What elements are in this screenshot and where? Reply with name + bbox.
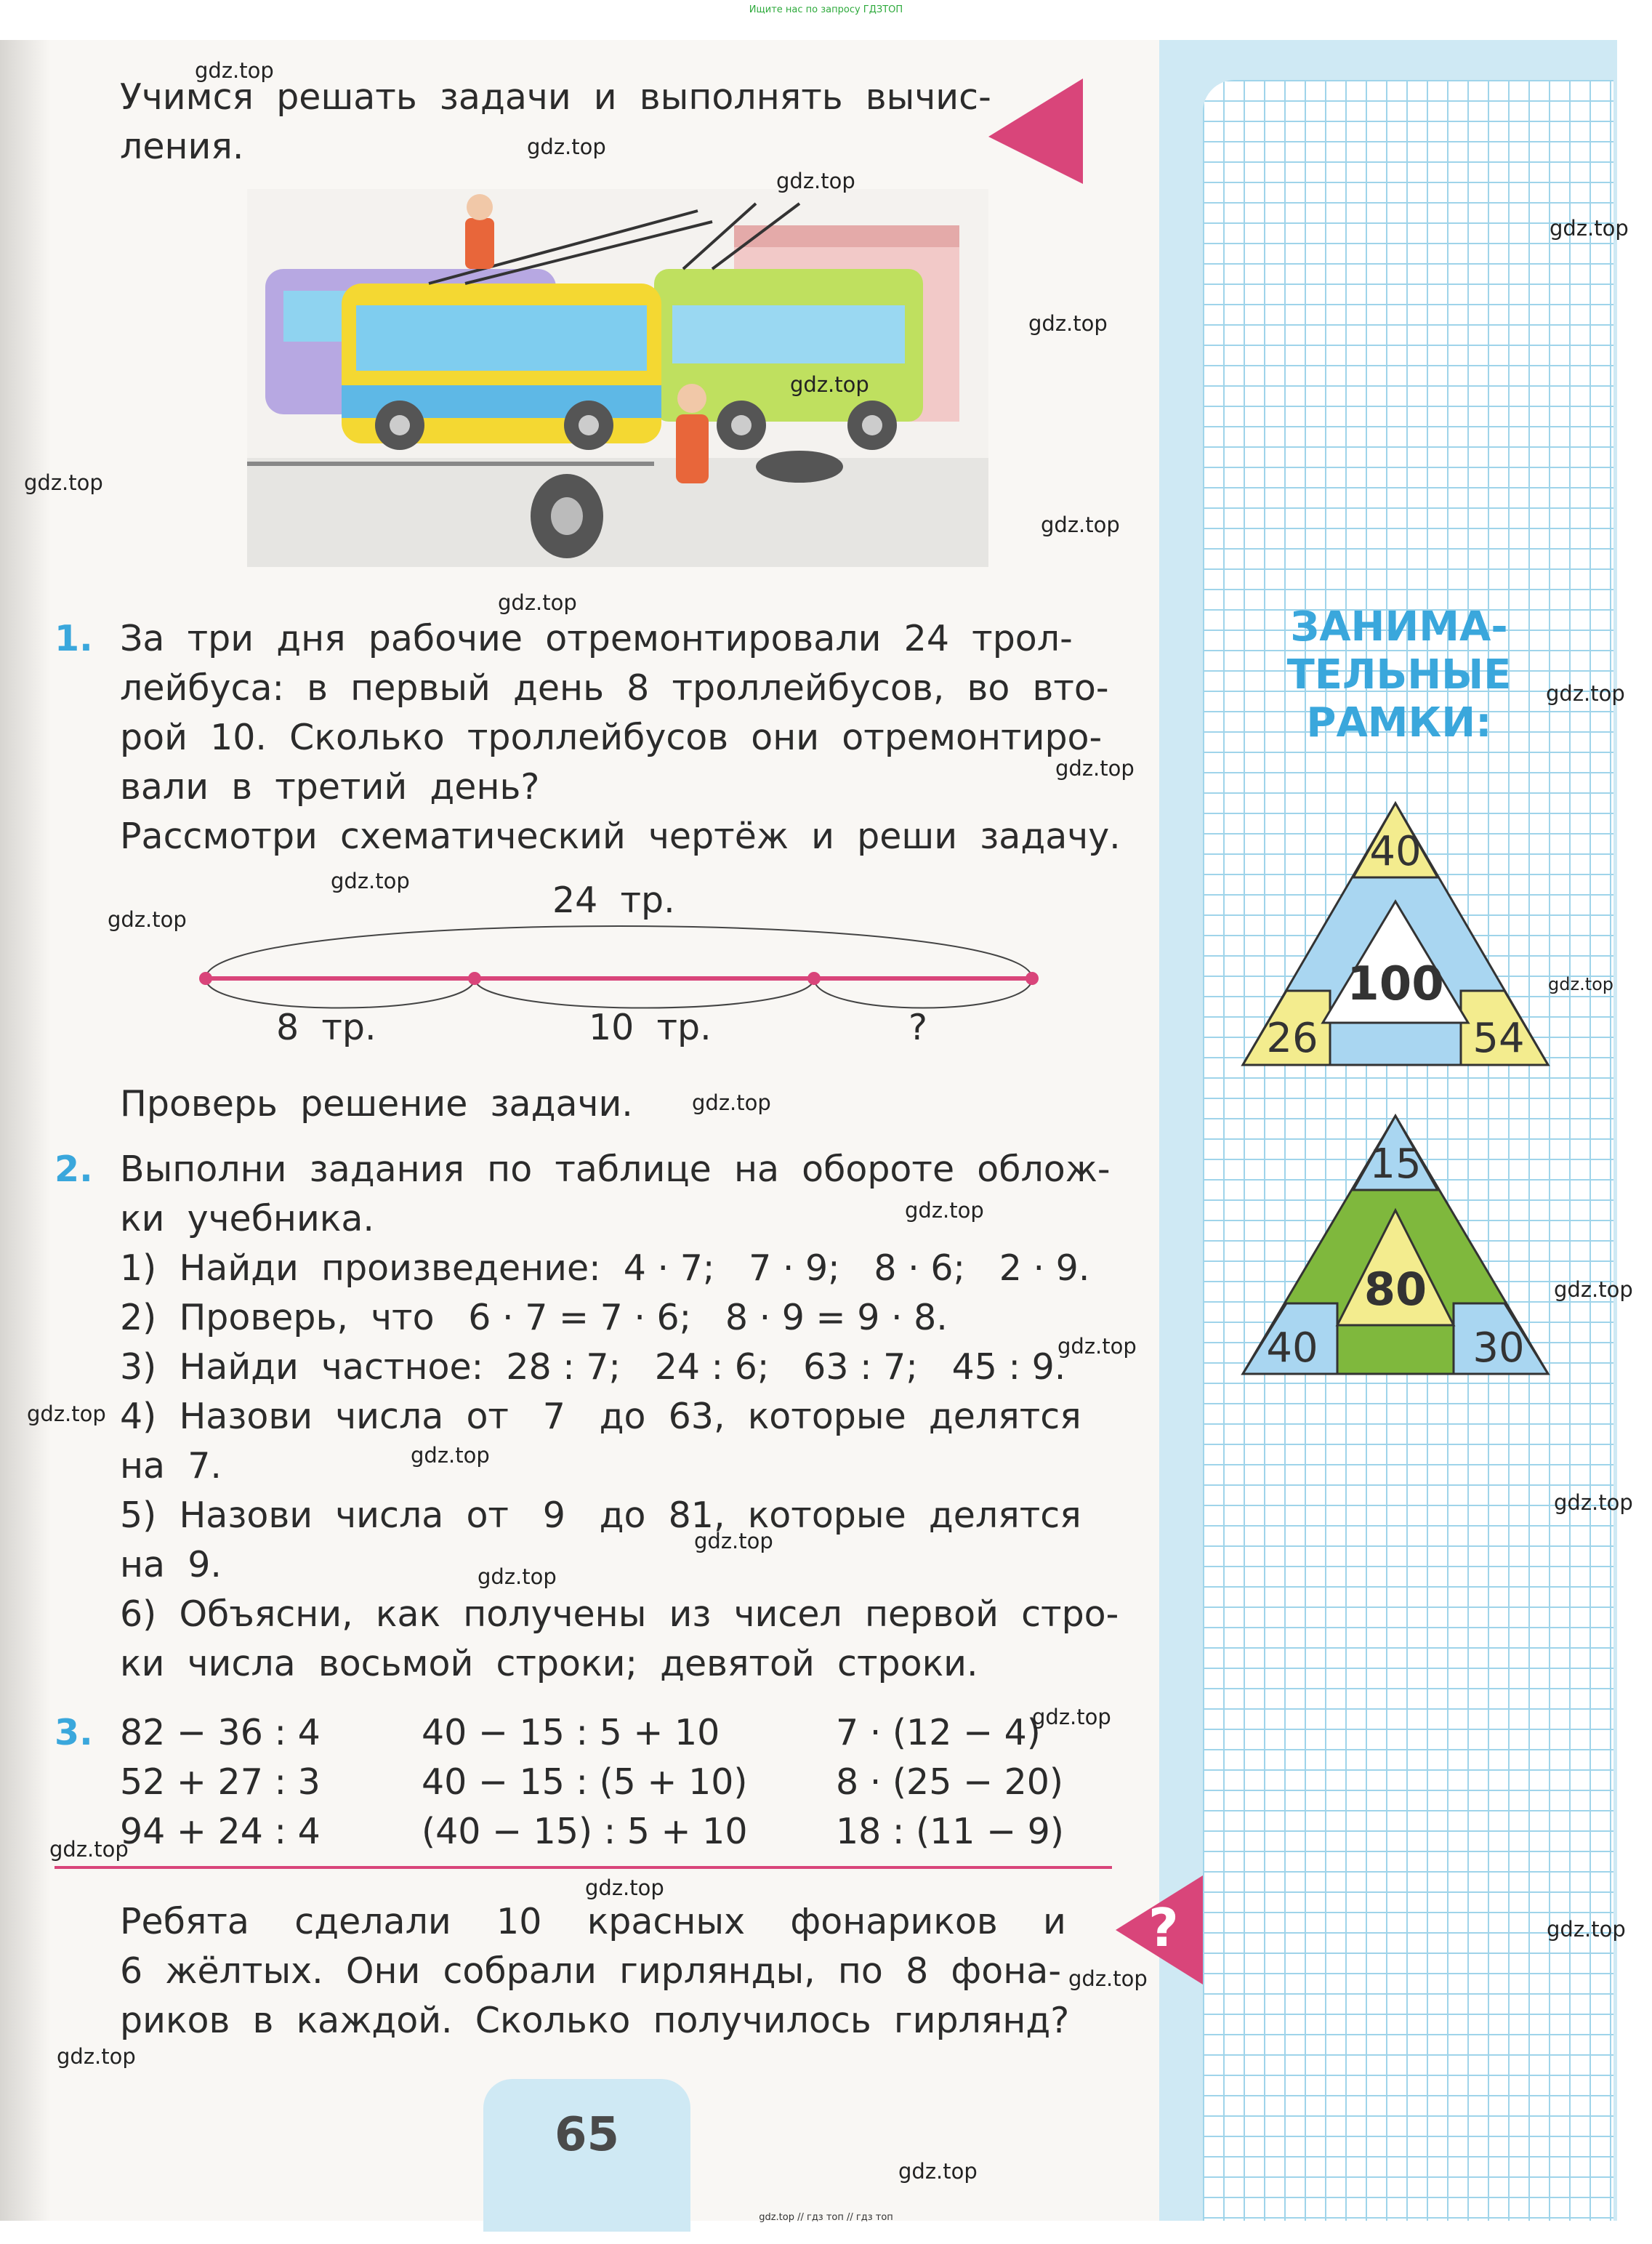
watermark: gdz.top bbox=[108, 907, 187, 932]
frame-1-top: 40 bbox=[1369, 828, 1422, 875]
task-1-line-1: За три дня рабочие отремонтировали 24 трол- bbox=[120, 618, 1073, 659]
watermark: gdz.top bbox=[24, 470, 103, 495]
task-1-line-4: вали в третий день? bbox=[120, 766, 540, 808]
watermark: gdz.top bbox=[1068, 1966, 1148, 1991]
intro-line-2: ления. bbox=[120, 126, 244, 167]
watermark: gdz.top bbox=[1550, 216, 1629, 241]
watermark: gdz.top bbox=[1546, 681, 1625, 706]
task-2-line-6: 4) Назови числа от 7 до 63, которые делятся bbox=[120, 1396, 1081, 1437]
riddle-line-1: Ребята сделали 10 красных фонариков и bbox=[120, 1901, 1066, 1942]
watermark: gdz.top bbox=[527, 134, 606, 159]
watermark: gdz.top bbox=[1057, 1334, 1137, 1359]
trolleybus-illustration bbox=[247, 189, 988, 567]
section-marker-triangle bbox=[988, 79, 1083, 184]
task-3-col3-2: 8 · (25 − 20) bbox=[836, 1761, 1064, 1803]
watermark: gdz.top bbox=[1028, 311, 1108, 336]
question-icon: ? bbox=[1148, 1897, 1179, 1958]
diagram-total-label: 24 тр. bbox=[552, 880, 675, 921]
frame-1-center: 100 bbox=[1347, 957, 1444, 1011]
number-frame-2 bbox=[1236, 1109, 1555, 1385]
task-3-col3-1: 7 · (12 − 4) bbox=[836, 1712, 1041, 1753]
watermark: gdz.top bbox=[1041, 512, 1120, 537]
page-number: 65 bbox=[554, 2108, 620, 2162]
task-1-number: 1. bbox=[55, 618, 93, 659]
watermark: gdz.top bbox=[1547, 1917, 1626, 1942]
frame-1-right: 54 bbox=[1472, 1015, 1525, 1062]
frame-1-left: 26 bbox=[1266, 1015, 1318, 1062]
watermark: gdz.top bbox=[195, 58, 274, 83]
task-2-line-9: на 9. bbox=[120, 1544, 222, 1585]
diagram-part-1-label: 8 тр. bbox=[276, 1007, 376, 1048]
watermark: gdz.top bbox=[1554, 1277, 1633, 1302]
riddle-line-2: 6 жёлтых. Они собрали гирлянды, по 8 фона- bbox=[120, 1950, 1062, 1992]
frame-2-top: 15 bbox=[1369, 1141, 1422, 1188]
task-2-line-1: Выполни задания по таблице на обороте облож- bbox=[120, 1149, 1111, 1190]
task-2-number: 2. bbox=[55, 1149, 93, 1190]
intro-line-1: Учимся решать задачи и выполнять вычис- bbox=[120, 76, 991, 118]
task-1-check: Проверь решение задачи. bbox=[120, 1083, 633, 1125]
task-3-number: 3. bbox=[55, 1712, 93, 1753]
task-2-line-10: 6) Объясни, как получены из чисел первой стро- bbox=[120, 1593, 1119, 1635]
task-1-line-3: рой 10. Сколько троллейбусов они отремонтиро- bbox=[120, 717, 1103, 758]
task-2-line-2: ки учебника. bbox=[120, 1198, 374, 1239]
task-1-line-5: Рассмотри схематический чертёж и реши задачу. bbox=[120, 816, 1121, 857]
watermark: gdz.top bbox=[411, 1443, 490, 1468]
sidebar-title-line-3: РАМКИ: bbox=[1306, 699, 1492, 747]
watermark: gdz.top bbox=[585, 1875, 664, 1900]
task-2-line-5: 3) Найди частное: 28 : 7; 24 : 6; 63 : 7; 45 : 9. bbox=[120, 1346, 1066, 1388]
watermark: gdz.top bbox=[49, 1837, 129, 1862]
frame-2-left: 40 bbox=[1266, 1324, 1318, 1372]
diagram-part-3-label: ? bbox=[908, 1007, 928, 1048]
watermark: gdz.top bbox=[898, 2159, 978, 2184]
section-divider bbox=[55, 1866, 1112, 1869]
number-frame-1 bbox=[1236, 796, 1555, 1072]
task-3-col2-1: 40 − 15 : 5 + 10 bbox=[422, 1712, 720, 1753]
task-2-line-8: 5) Назови числа от 9 до 81, которые делятся bbox=[120, 1495, 1081, 1536]
task-3-col1-1: 82 − 36 : 4 bbox=[120, 1712, 321, 1753]
sidebar-title bbox=[1268, 603, 1530, 747]
watermark: gdz.top bbox=[905, 1198, 984, 1223]
watermark: gdz.top bbox=[1554, 1490, 1633, 1515]
watermark: gdz.top bbox=[478, 1564, 557, 1589]
frame-2-center: 80 bbox=[1363, 1263, 1427, 1316]
watermark: gdz.top bbox=[694, 1529, 773, 1553]
sidebar-title-line-1: ЗАНИМА- bbox=[1290, 603, 1508, 651]
watermark: gdz.top bbox=[27, 1402, 106, 1426]
task-3-col3-3: 18 : (11 − 9) bbox=[836, 1811, 1064, 1852]
task-2-line-3: 1) Найди произведение: 4 · 7; 7 · 9; 8 · 6; 2 · 9. bbox=[120, 1247, 1090, 1289]
watermark: gdz.top bbox=[790, 372, 869, 397]
diagram-part-2-label: 10 тр. bbox=[589, 1007, 712, 1048]
watermark: gdz.top bbox=[692, 1090, 771, 1115]
task-3-col2-2: 40 − 15 : (5 + 10) bbox=[422, 1761, 748, 1803]
task-2-line-7: на 7. bbox=[120, 1445, 222, 1487]
watermark: gdz.top bbox=[1032, 1705, 1111, 1729]
watermark: gdz.top bbox=[1055, 756, 1135, 781]
riddle-line-3: риков в каждой. Сколько получилось гирлянд? bbox=[120, 2000, 1070, 2041]
frame-2-right: 30 bbox=[1472, 1324, 1525, 1372]
watermark: gdz.top bbox=[331, 869, 410, 893]
task-2-line-4: 2) Проверь, что 6 · 7 = 7 · 6; 8 · 9 = 9 · 8. bbox=[120, 1297, 948, 1338]
bottom-banner[interactable]: gdz.top // гдз топ // гдз топ bbox=[759, 2212, 893, 2223]
task-1-line-2: лейбуса: в первый день 8 троллейбусов, во вто- bbox=[120, 667, 1109, 709]
task-3-col2-3: (40 − 15) : 5 + 10 bbox=[422, 1811, 748, 1852]
watermark: gdz.top bbox=[57, 2044, 136, 2069]
task-3-col1-2: 52 + 27 : 3 bbox=[120, 1761, 321, 1803]
page-fold-shadow bbox=[0, 40, 51, 2221]
watermark: gdz.top bbox=[498, 590, 577, 615]
task-3-col1-3: 94 + 24 : 4 bbox=[120, 1811, 321, 1852]
task-2-line-11: ки числа восьмой строки; девятой строки. bbox=[120, 1643, 978, 1684]
sidebar-title-line-2: ТЕЛЬНЫЕ bbox=[1286, 651, 1512, 699]
top-banner[interactable]: Ищите нас по запросу ГДЗТОП bbox=[749, 4, 903, 15]
watermark: gdz.top bbox=[776, 169, 855, 193]
watermark: gdz.top bbox=[1548, 974, 1614, 994]
